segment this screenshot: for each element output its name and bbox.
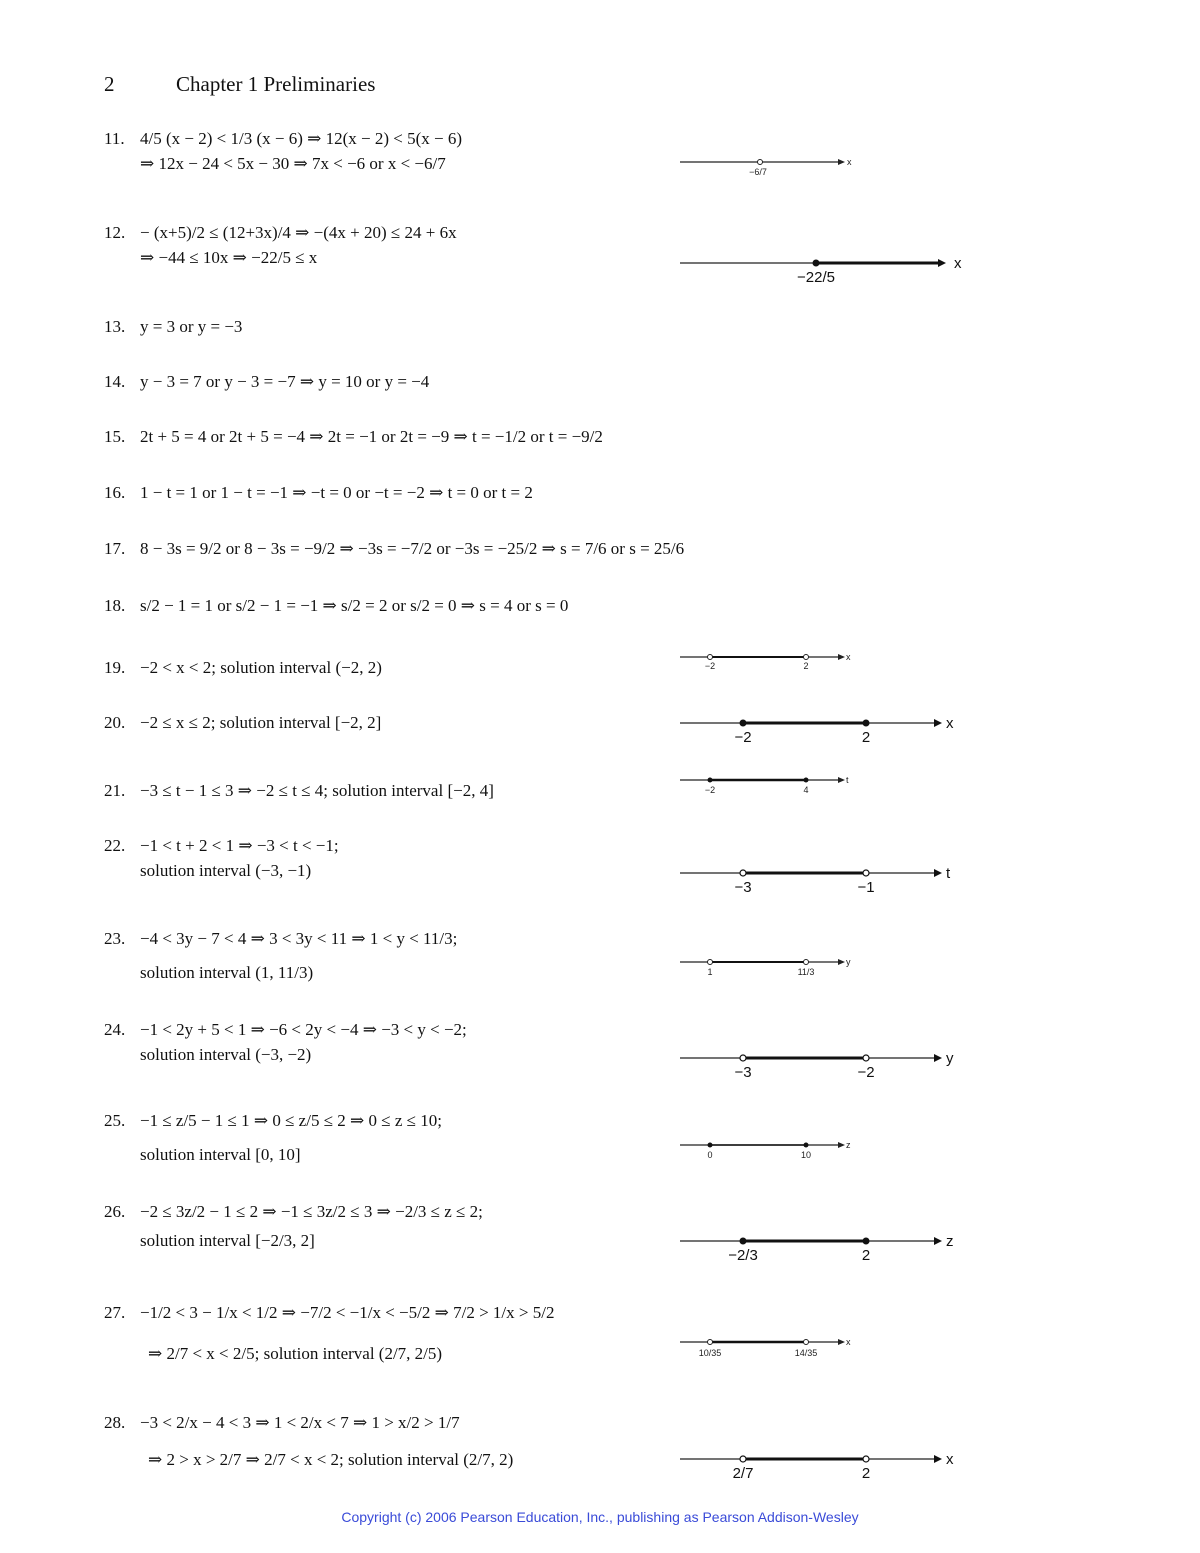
closed-endpoint	[804, 778, 809, 783]
problem-line-1: −1 < 2y + 5 < 1 ⇒ −6 < 2y < −4 ⇒ −3 < y < −2;	[140, 1020, 467, 1039]
closed-endpoint	[804, 1143, 809, 1148]
problem-line-1: −2 ≤ 3z/2 − 1 ≤ 2 ⇒ −1 ≤ 3z/2 ≤ 3 ⇒ −2/3 ≤ z ≤ 2;	[140, 1202, 483, 1221]
problem-number: 23.	[104, 929, 126, 948]
number-line-22	[680, 860, 970, 900]
problem-11	[104, 126, 462, 176]
number-line-27	[680, 1331, 970, 1371]
open-endpoint	[708, 1340, 713, 1345]
problem-number: 14.	[104, 372, 126, 391]
number-line-28	[680, 1446, 970, 1486]
open-endpoint	[863, 1055, 869, 1061]
problem-number: 11.	[104, 129, 125, 148]
problem-line-1: y = 3 or y = −3	[140, 317, 243, 336]
tick-label-a: −2	[704, 785, 716, 795]
problem-line-1: −3 < 2/x − 4 < 3 ⇒ 1 < 2/x < 7 ⇒ 1 > x/2 > 1/7	[140, 1413, 460, 1432]
problem-line-1: 1 − t = 1 or 1 − t = −1 ⇒ −t = 0 or −t = −2 ⇒ t = 0 or t = 2	[140, 483, 533, 502]
problem-number: 26.	[104, 1202, 126, 1221]
problem-line-1: y − 3 = 7 or y − 3 = −7 ⇒ y = 10 or y = −4	[140, 372, 430, 391]
open-endpoint	[758, 160, 763, 165]
axis-variable: x	[847, 157, 852, 167]
problem-number: 22.	[104, 836, 126, 855]
problem-22	[104, 833, 339, 883]
axis-variable: y	[846, 957, 851, 967]
tick-label-a: −3	[734, 1064, 752, 1081]
problem-number: 27.	[104, 1303, 126, 1322]
problem-line-1: −2 ≤ x ≤ 2; solution interval [−2, 2]	[140, 713, 382, 732]
tick-label-a: 1	[707, 967, 713, 977]
axis-variable: x	[946, 1451, 954, 1468]
problem-20	[104, 710, 381, 735]
problem-line-1: −3 ≤ t − 1 ≤ 3 ⇒ −2 ≤ t ≤ 4; solution interval [−2, 4]	[140, 781, 494, 800]
problem-19	[104, 655, 382, 680]
problem-line-2: solution interval [−2/3, 2]	[140, 1231, 315, 1250]
closed-endpoint	[708, 1143, 713, 1148]
number-line-12	[680, 250, 970, 290]
number-line-25	[680, 1134, 970, 1174]
problem-line-1: 2t + 5 = 4 or 2t + 5 = −4 ⇒ 2t = −1 or 2t = −9 ⇒ t = −1/2 or t = −9/2	[140, 427, 603, 446]
problem-number: 18.	[104, 596, 126, 615]
tick-label-b: 2	[861, 1247, 871, 1264]
open-endpoint	[708, 655, 713, 660]
axis-variable: x	[846, 1337, 851, 1347]
number-line-26	[680, 1228, 970, 1268]
tick-label-b: 2	[861, 729, 871, 746]
problem-16	[104, 480, 533, 505]
closed-endpoint	[863, 1238, 870, 1245]
problem-line-1: −1 < t + 2 < 1 ⇒ −3 < t < −1;	[140, 836, 339, 855]
problem-number: 19.	[104, 658, 126, 677]
open-endpoint	[708, 960, 713, 965]
number-line-24	[680, 1045, 970, 1085]
problem-21	[104, 778, 494, 803]
tick-label-a: 0	[707, 1150, 713, 1160]
closed-endpoint	[813, 260, 820, 267]
open-endpoint	[740, 870, 746, 876]
problem-17	[104, 536, 684, 561]
problem-23	[104, 926, 457, 985]
tick-label-a: −22/5	[797, 269, 835, 286]
closed-endpoint	[740, 1238, 747, 1245]
axis-variable: x	[946, 715, 954, 732]
problem-line-1: −1/2 < 3 − 1/x < 1/2 ⇒ −7/2 < −1/x < −5/2 ⇒ 7/2 > 1/x > 5/2	[140, 1303, 555, 1322]
problem-line-2: ⇒ 2 > x > 2/7 ⇒ 2/7 < x < 2; solution interval (2/7, 2)	[148, 1450, 514, 1469]
tick-label-a: −3	[734, 879, 752, 896]
open-endpoint	[740, 1055, 746, 1061]
tick-label-a: 10/35	[698, 1348, 722, 1358]
open-endpoint	[863, 1456, 869, 1462]
tick-label-a: −2	[704, 661, 716, 671]
problem-12	[104, 220, 457, 270]
problem-18	[104, 593, 568, 618]
problem-line-2: ⇒ −44 ≤ 10x ⇒ −22/5 ≤ x	[140, 248, 318, 267]
problem-15	[104, 424, 603, 449]
copyright-footer: Copyright (c) 2006 Pearson Education, Inc., publishing as Pearson Addison-Wesley	[341, 1509, 859, 1525]
problem-line-1: −2 < x < 2; solution interval (−2, 2)	[140, 658, 382, 677]
tick-label-b: −1	[857, 879, 875, 896]
problem-number: 16.	[104, 483, 126, 502]
problem-25	[104, 1108, 442, 1167]
chapter-title: Chapter 1 Preliminaries	[176, 72, 376, 96]
tick-label-b: 14/35	[794, 1348, 818, 1358]
tick-label-a: −2/3	[728, 1247, 758, 1264]
problem-line-1: s/2 − 1 = 1 or s/2 − 1 = −1 ⇒ s/2 = 2 or s/2 = 0 ⇒ s = 4 or s = 0	[140, 596, 569, 615]
closed-endpoint	[863, 720, 870, 727]
problem-number: 17.	[104, 539, 126, 558]
problem-line-2: solution interval (1, 11/3)	[140, 963, 314, 982]
problem-27	[104, 1300, 554, 1366]
problem-line-2: ⇒ 2/7 < x < 2/5; solution interval (2/7, 2/5)	[148, 1344, 443, 1363]
number-line-20	[680, 710, 970, 750]
problem-line-1: 8 − 3s = 9/2 or 8 − 3s = −9/2 ⇒ −3s = −7/2 or −3s = −25/2 ⇒ s = 7/6 or s = 25/6	[140, 539, 685, 558]
problem-number: 25.	[104, 1111, 126, 1130]
axis-variable: x	[954, 255, 962, 272]
tick-label-a: 2/7	[732, 1465, 754, 1482]
axis-variable: z	[946, 1233, 954, 1250]
tick-label-b: −2	[857, 1064, 875, 1081]
tick-label-b: 4	[803, 785, 809, 795]
axis-variable: t	[946, 865, 951, 882]
problem-number: 12.	[104, 223, 126, 242]
problem-28	[104, 1410, 513, 1472]
open-endpoint	[740, 1456, 746, 1462]
page-number: 2	[104, 72, 115, 96]
closed-endpoint	[708, 778, 713, 783]
problem-number: 13.	[104, 317, 126, 336]
open-endpoint	[804, 1340, 809, 1345]
open-endpoint	[863, 870, 869, 876]
axis-variable: z	[846, 1140, 851, 1150]
tick-label-a: −2	[734, 729, 752, 746]
problem-24	[104, 1017, 467, 1067]
page-header	[104, 72, 375, 97]
problem-line-1: −1 ≤ z/5 − 1 ≤ 1 ⇒ 0 ≤ z/5 ≤ 2 ⇒ 0 ≤ z ≤ 10;	[140, 1111, 442, 1130]
tick-label-a: −6/7	[749, 167, 767, 177]
axis-variable: t	[846, 775, 849, 785]
problem-26	[104, 1199, 483, 1253]
number-line-21	[680, 769, 970, 809]
problem-number: 24.	[104, 1020, 126, 1039]
problem-line-1: − (x+5)/2 ≤ (12+3x)/4 ⇒ −(4x + 20) ≤ 24 + 6x	[140, 223, 457, 242]
problem-number: 15.	[104, 427, 126, 446]
axis-variable: y	[946, 1050, 954, 1067]
problem-line-1: 4/5 (x − 2) < 1/3 (x − 6) ⇒ 12(x − 2) < 5(x − 6)	[140, 129, 463, 148]
problem-number: 20.	[104, 713, 126, 732]
tick-label-b: 2	[861, 1465, 871, 1482]
problem-number: 21.	[104, 781, 126, 800]
closed-endpoint	[740, 720, 747, 727]
number-line-23	[680, 951, 970, 991]
tick-label-b: 2	[803, 661, 809, 671]
number-line-11	[680, 150, 970, 190]
problem-line-2: solution interval (−3, −1)	[140, 861, 312, 880]
problem-number: 28.	[104, 1413, 126, 1432]
problem-13	[104, 314, 242, 339]
problem-14	[104, 369, 429, 394]
open-endpoint	[804, 655, 809, 660]
tick-label-b: 10	[800, 1150, 812, 1160]
problem-line-1: −4 < 3y − 7 < 4 ⇒ 3 < 3y < 11 ⇒ 1 < y < 11/3;	[140, 929, 458, 948]
axis-variable: x	[846, 652, 851, 662]
number-line-19	[680, 646, 970, 686]
problem-line-2: solution interval [0, 10]	[140, 1145, 301, 1164]
problem-line-2: ⇒ 12x − 24 < 5x − 30 ⇒ 7x < −6 or x < −6/7	[140, 154, 446, 173]
tick-label-b: 11/3	[797, 967, 815, 977]
open-endpoint	[804, 960, 809, 965]
problem-line-2: solution interval (−3, −2)	[140, 1045, 312, 1064]
